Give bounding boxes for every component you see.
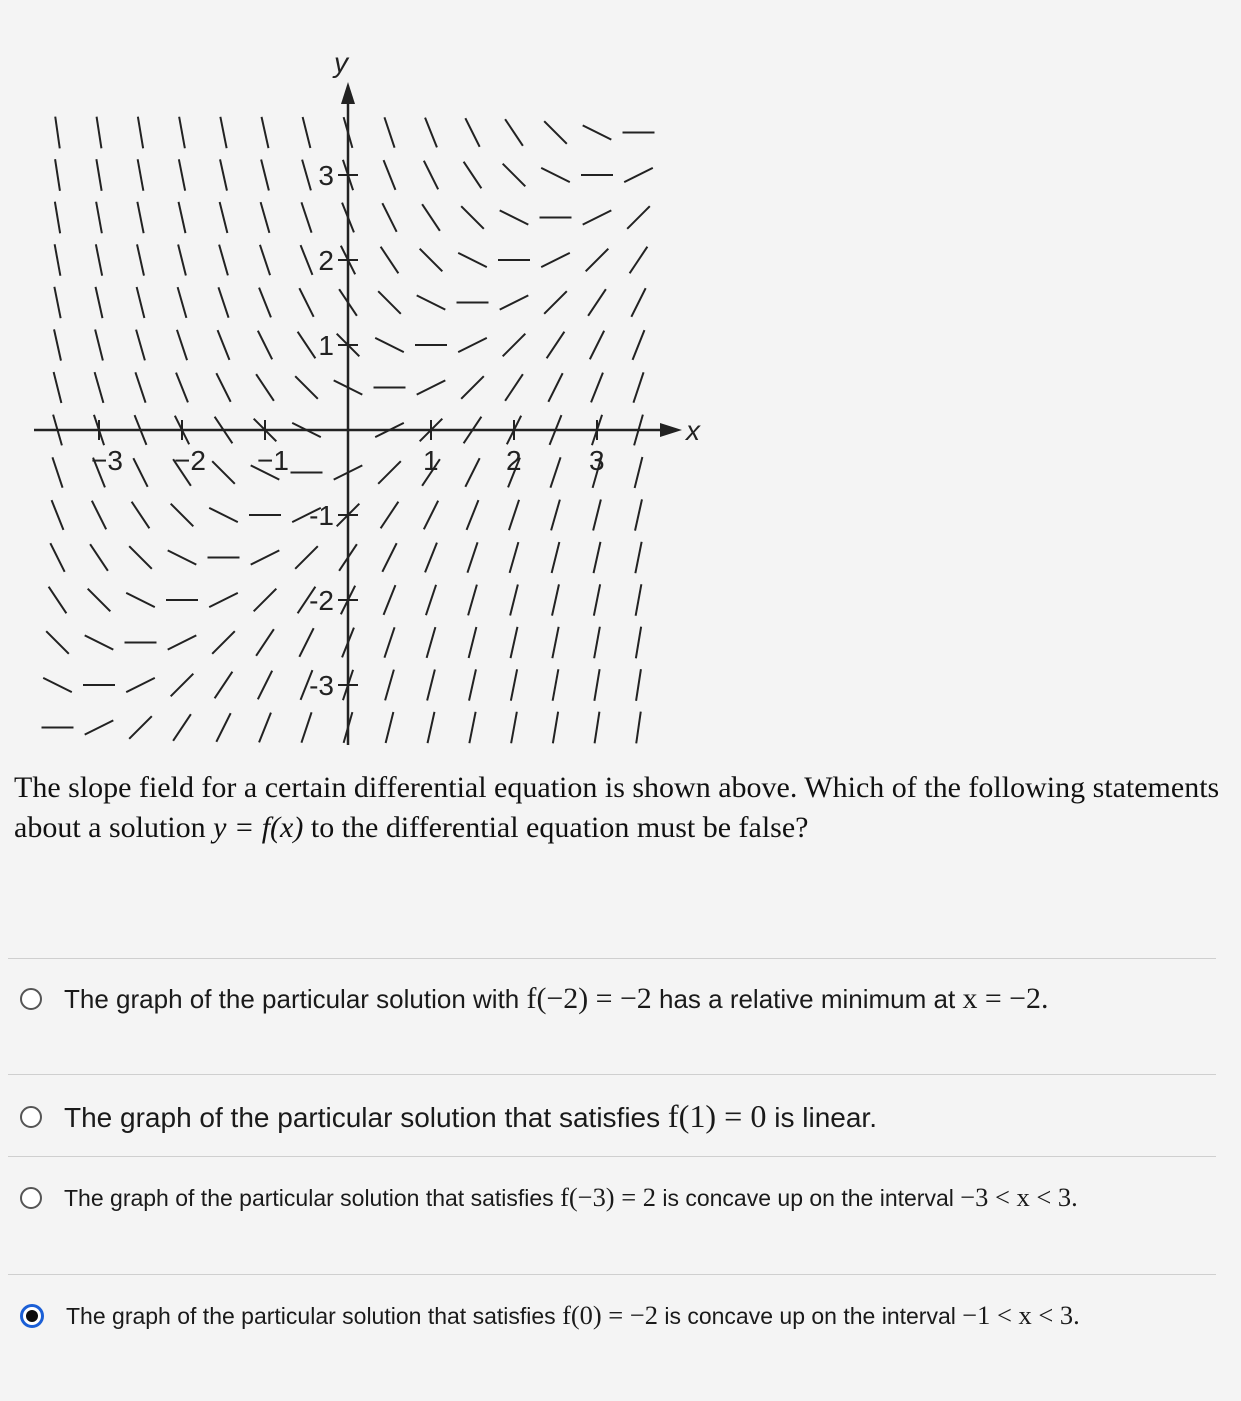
- slope-segment: [209, 508, 238, 522]
- answer-option-3[interactable]: [20, 1182, 1220, 1213]
- slope-segment: [219, 245, 228, 276]
- slope-segment: [138, 159, 144, 190]
- slope-segment: [583, 125, 612, 139]
- option-4-text: The graph of the particular solution that satisfies: [66, 1303, 563, 1329]
- slope-segment: [137, 287, 145, 318]
- slope-segment: [176, 373, 188, 403]
- slope-segment: [95, 372, 104, 403]
- slope-segment: [583, 210, 612, 224]
- option-3-text-2: is concave up on the interval: [655, 1185, 961, 1211]
- option-2-text-2: is linear.: [766, 1102, 877, 1133]
- slope-segment: [85, 635, 114, 649]
- slope-segment: [92, 501, 106, 530]
- slope-segment: [461, 376, 484, 399]
- slope-segment: [295, 546, 318, 569]
- slope-segment: [624, 168, 653, 182]
- radio-button-icon[interactable]: [20, 988, 42, 1010]
- slope-segment: [178, 287, 187, 318]
- slope-segment: [635, 457, 643, 488]
- slope-segment: [424, 501, 438, 530]
- slope-segment: [594, 542, 601, 573]
- slope-segment: [636, 669, 641, 701]
- slope-segment: [262, 117, 269, 148]
- option-1-text-2: has a relative minimum at: [651, 984, 963, 1014]
- slope-segment: [468, 585, 477, 616]
- slope-segment: [510, 584, 518, 615]
- slope-segment: [137, 202, 143, 233]
- x-axis-label: x: [686, 415, 700, 446]
- slope-segment: [510, 542, 519, 573]
- slope-segment: [129, 716, 152, 739]
- slope-segment: [427, 627, 436, 658]
- slope-segment: [129, 546, 152, 569]
- y-tick-label: -1: [309, 500, 334, 531]
- radio-button-selected-icon[interactable]: [20, 1304, 44, 1328]
- slope-segment: [46, 631, 69, 654]
- slope-segment: [553, 669, 559, 700]
- slope-segment: [261, 202, 270, 233]
- slope-segment: [636, 712, 641, 744]
- option-4-text-2: is concave up on the interval: [657, 1303, 963, 1329]
- slope-segment: [302, 160, 311, 191]
- x-tick-label: 1: [423, 445, 439, 476]
- y-tick-label: 1: [318, 330, 334, 361]
- slope-segment: [627, 206, 650, 229]
- slope-segment: [505, 374, 523, 401]
- slope-segment: [173, 714, 191, 741]
- slope-segment: [595, 712, 600, 744]
- slope-segment: [594, 584, 600, 615]
- slope-segment: [171, 504, 194, 527]
- slope-segment: [384, 160, 396, 190]
- slope-field-graph: [0, 0, 720, 760]
- slope-segment: [52, 457, 62, 487]
- slope-segment: [375, 338, 404, 352]
- slope-segment: [422, 204, 440, 231]
- question-math: y = f(x): [213, 811, 304, 844]
- slope-segment: [552, 584, 559, 615]
- slope-segment: [133, 458, 147, 487]
- slope-segment: [427, 669, 435, 700]
- slope-segment: [551, 500, 560, 531]
- slope-segment: [635, 499, 642, 530]
- slope-segment: [465, 118, 479, 147]
- slope-segment: [594, 669, 599, 701]
- slope-segment: [209, 593, 238, 607]
- y-tick-label: 2: [318, 245, 334, 276]
- slope-segment: [426, 585, 436, 615]
- slope-segment: [417, 380, 446, 394]
- slope-segment: [218, 287, 228, 317]
- slope-segment: [384, 117, 394, 147]
- answer-option-4[interactable]: [20, 1300, 1220, 1331]
- slope-segment: [428, 712, 435, 743]
- slope-segment: [467, 542, 477, 572]
- y-tick-label: -2: [309, 585, 334, 616]
- slope-segment: [458, 338, 487, 352]
- answer-option-1[interactable]: [20, 982, 1220, 1016]
- slope-segment: [541, 168, 570, 182]
- slope-segment: [96, 287, 103, 318]
- slope-segment: [382, 203, 396, 232]
- slope-segment: [298, 332, 316, 359]
- slope-segment: [552, 542, 560, 573]
- slope-segment: [635, 542, 641, 573]
- slope-segment: [547, 332, 565, 359]
- slope-segment: [503, 334, 526, 357]
- slope-segment: [215, 672, 233, 699]
- slope-segment: [303, 117, 311, 148]
- slope-segment: [258, 331, 272, 360]
- slope-segment: [631, 288, 645, 317]
- slope-segment: [511, 627, 518, 658]
- slope-segment: [220, 202, 228, 233]
- option-3-math-2: −3 < x < 3.: [960, 1182, 1078, 1212]
- slope-segment: [126, 678, 155, 692]
- slope-segment: [417, 295, 446, 309]
- radio-button-icon[interactable]: [20, 1187, 42, 1209]
- slope-segment: [469, 627, 477, 658]
- slope-segment: [49, 587, 67, 614]
- slope-segment: [258, 671, 272, 700]
- slope-segment: [54, 372, 62, 403]
- slope-segment: [590, 331, 604, 360]
- slope-segment: [425, 543, 437, 573]
- slope-segment: [381, 502, 399, 529]
- slope-segment: [259, 288, 271, 318]
- slope-segment: [509, 500, 519, 530]
- x-tick-label: −1: [257, 445, 289, 476]
- slope-segment: [126, 593, 155, 607]
- slope-segment: [505, 119, 523, 146]
- slope-segment: [500, 295, 529, 309]
- option-1-text: The graph of the particular solution with: [64, 984, 527, 1014]
- slope-segment: [135, 372, 145, 402]
- slope-segment: [633, 330, 645, 360]
- option-2-math: f(1) = 0: [667, 1098, 767, 1134]
- slope-segment: [179, 159, 185, 190]
- slope-segment: [464, 162, 482, 189]
- option-3-math: f(−3) = 2: [560, 1182, 656, 1212]
- slope-segment: [378, 291, 401, 314]
- slope-segment: [299, 628, 313, 657]
- radio-button-icon[interactable]: [20, 1106, 42, 1128]
- slope-segment: [586, 249, 609, 272]
- slope-segment: [541, 253, 570, 267]
- divider: [8, 1074, 1216, 1075]
- slope-segment: [550, 457, 560, 487]
- slope-segment: [299, 288, 313, 317]
- slope-segment: [553, 712, 558, 744]
- slope-segment: [54, 329, 61, 360]
- slope-segment: [301, 245, 313, 275]
- slope-segment: [54, 287, 60, 318]
- slope-segment: [95, 329, 103, 360]
- slope-segment: [212, 631, 235, 654]
- slope-segment: [97, 117, 102, 149]
- slope-segment: [136, 330, 145, 361]
- slope-segment: [52, 500, 64, 530]
- divider: [8, 1156, 1216, 1157]
- slope-segment: [55, 244, 61, 275]
- slope-segment: [261, 159, 269, 190]
- slope-segment: [55, 117, 60, 149]
- slope-segment: [216, 713, 230, 742]
- axes: [34, 47, 701, 745]
- slope-segment: [254, 589, 277, 612]
- slope-segment: [171, 674, 194, 697]
- question-text: [14, 768, 1224, 848]
- slope-segment: [256, 629, 274, 656]
- slope-segment: [43, 678, 72, 692]
- slope-segment: [178, 244, 186, 275]
- x-tick-label: −3: [91, 445, 123, 476]
- slope-segment: [138, 117, 143, 149]
- slope-segment: [179, 117, 185, 148]
- slope-segment: [55, 159, 60, 191]
- slope-segment: [295, 376, 318, 399]
- option-2-text: The graph of the particular solution that satisfies: [64, 1102, 668, 1133]
- slope-segment: [458, 253, 487, 267]
- divider: [8, 1274, 1216, 1275]
- y-tick-label: -3: [309, 670, 334, 701]
- slope-segment: [544, 291, 567, 314]
- slope-segment: [593, 499, 601, 530]
- slope-segment: [424, 161, 438, 190]
- slope-segment: [177, 330, 187, 360]
- option-3-text: The graph of the particular solution that satisfies: [64, 1185, 561, 1211]
- slope-segment: [256, 374, 274, 401]
- slope-segment: [636, 627, 641, 659]
- slope-segment: [132, 502, 150, 529]
- slope-segment: [420, 249, 443, 272]
- slope-segment: [251, 550, 280, 564]
- slope-segment: [544, 121, 567, 144]
- slope-segment: [511, 669, 517, 700]
- x-axis-arrow-icon: [660, 423, 682, 437]
- question-suffix: to the differential equation must be false?: [303, 811, 809, 844]
- slope-segment: [50, 543, 64, 572]
- slope-segment: [385, 670, 394, 701]
- slope-segment: [212, 461, 235, 484]
- slope-segment: [500, 210, 529, 224]
- slope-segment: [636, 584, 642, 615]
- slope-segment: [386, 712, 394, 743]
- slope-segment: [96, 159, 101, 191]
- slope-segment: [96, 244, 102, 275]
- slope-segment: [552, 627, 558, 658]
- slope-segment: [382, 543, 396, 572]
- answer-option-2[interactable]: [20, 1098, 1220, 1135]
- slope-segment: [88, 589, 111, 612]
- slope-segment: [588, 289, 606, 316]
- slope-segment: [96, 202, 102, 233]
- y-axis-label: y: [334, 47, 348, 78]
- slope-segment: [633, 372, 643, 402]
- y-axis-arrow-icon: [341, 82, 355, 104]
- slope-segment: [467, 500, 479, 530]
- slope-segment: [168, 550, 197, 564]
- slope-segment: [469, 669, 476, 700]
- slope-segment: [259, 713, 271, 743]
- slope-segment: [220, 159, 227, 190]
- slope-segment: [511, 712, 517, 743]
- slope-segment: [301, 712, 311, 742]
- slope-segment: [591, 373, 603, 403]
- slope-segment: [630, 247, 648, 274]
- slope-segment: [220, 117, 226, 148]
- slope-segment: [179, 202, 186, 233]
- slope-segment: [594, 627, 600, 658]
- x-tick-label: 3: [589, 445, 605, 476]
- slope-segment: [216, 373, 230, 402]
- y-tick-label: 3: [318, 160, 334, 191]
- slope-segment: [503, 164, 526, 187]
- slope-segment: [137, 244, 144, 275]
- slope-segment: [301, 202, 311, 232]
- slope-segment: [465, 458, 479, 487]
- option-4-math-2: −1 < x < 3.: [962, 1300, 1080, 1330]
- option-4-math: f(0) = −2: [562, 1300, 658, 1330]
- slope-segment: [168, 635, 197, 649]
- slope-segment: [381, 247, 399, 274]
- question-prefix: The slope field for a certain differential equation is shown above. Which of the following statements about a solution: [14, 771, 1220, 844]
- option-1-math: f(−2) = −2: [526, 982, 652, 1015]
- option-1-math-2: x = −2.: [962, 982, 1049, 1015]
- slope-segment: [55, 202, 60, 234]
- slope-segment: [384, 627, 394, 657]
- slope-segment: [90, 544, 108, 571]
- slope-segment: [384, 585, 396, 615]
- x-tick-label: −2: [174, 445, 206, 476]
- slope-segment: [218, 330, 230, 360]
- divider: [8, 958, 1216, 959]
- slope-segment: [548, 373, 562, 402]
- x-tick-label: 2: [506, 445, 522, 476]
- slope-segment: [260, 245, 270, 275]
- slope-segment: [378, 461, 401, 484]
- slope-segment: [85, 720, 114, 734]
- slope-segment: [469, 712, 475, 743]
- slope-segment: [425, 118, 437, 148]
- slope-segment: [461, 206, 484, 229]
